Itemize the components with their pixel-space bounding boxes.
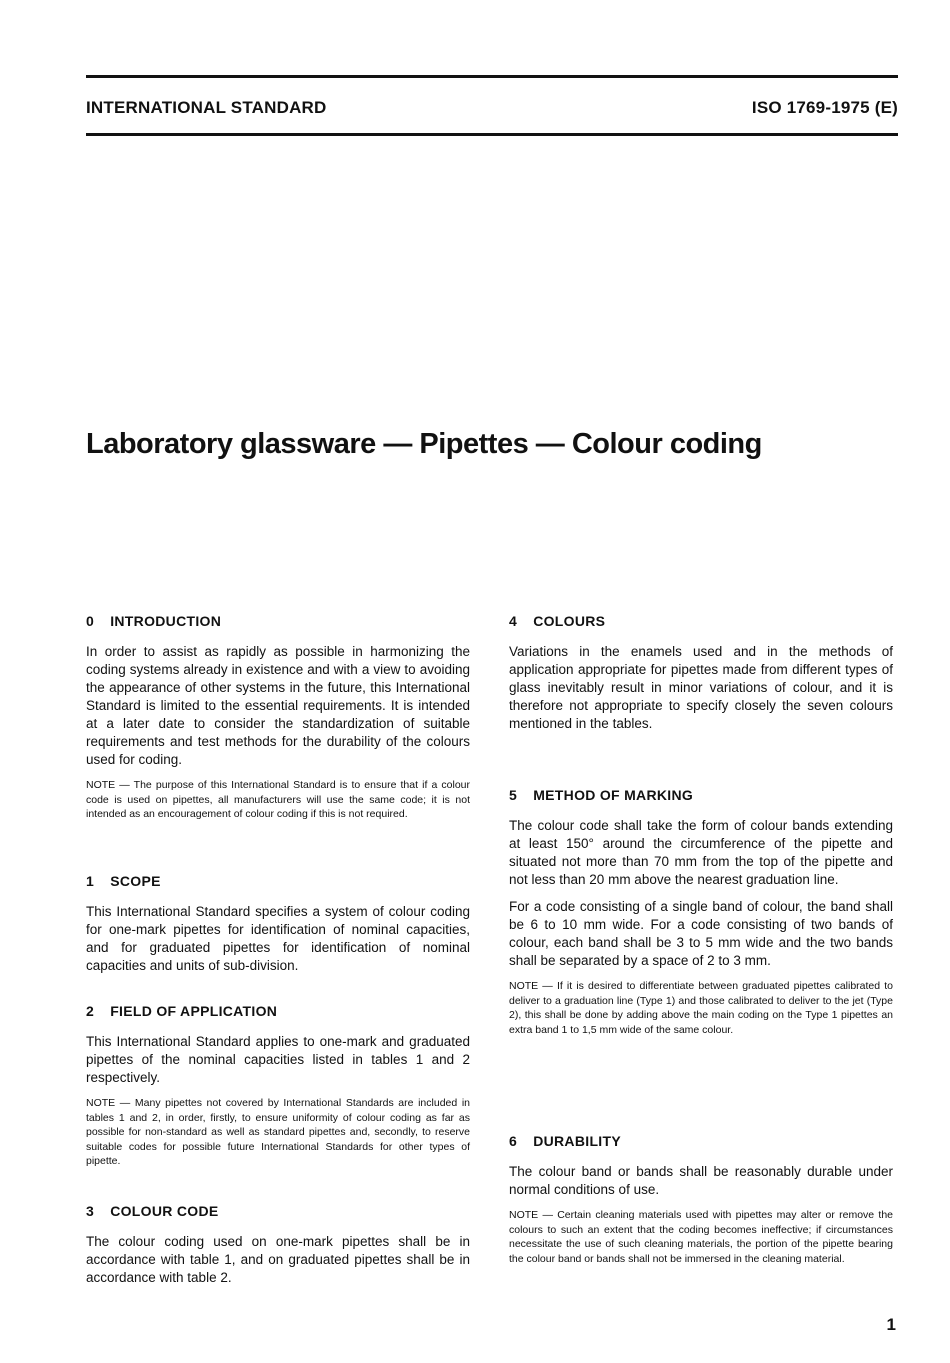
header-top-rule (86, 75, 898, 78)
section-body: Variations in the enamels used and in the methods of application appropriate for pipettes made from different types of glass inevitably result in minor variations of colour, and it is therefore not appropriate to specify closely the seven colours mentioned in the tables. (509, 644, 893, 731)
section-body: The colour band or bands shall be reasonably durable under normal conditions of use. (509, 1164, 893, 1197)
section-heading: 2 FIELD OF APPLICATION (86, 1003, 278, 1019)
section-colour-code (86, 1203, 470, 1296)
section-durability (509, 1133, 893, 1266)
section-body: For a code consisting of a single band of colour, the band shall be 6 to 10 mm wide. For a code consisting of two bands of colour, each band shall be 3 to 5 mm wide and the two bands shall be separated by a space of 2 to 3 mm. (509, 899, 893, 968)
document-type-label: INTERNATIONAL STANDARD (86, 98, 327, 117)
section-body: In order to assist as rapidly as possible in harmonizing the coding systems already in existence and with a view to avoiding the appearance of other systems in the future, this International Standard is limited to the essential requirements. It is intended at a later date to consider the standardization of suitable requirements and test methods for the durability of the colours used for coding. (86, 644, 470, 767)
section-colours (509, 613, 893, 742)
section-body: The colour code shall take the form of colour bands extending at least 150° around the circumference of the pipette and situated not more than 70 mm from the top of the pipette and not less than 20 mm above the nearest graduation line. (509, 818, 893, 887)
section-heading: 3 COLOUR CODE (86, 1203, 219, 1219)
section-introduction (86, 613, 470, 822)
section-body: This International Standard applies to one-mark and graduated pipettes of the nominal capacities listed in tables 1 and 2 respectively. (86, 1034, 470, 1085)
section-heading: 1 SCOPE (86, 873, 161, 889)
section-method-of-marking (509, 787, 893, 1037)
standard-number-label: ISO 1769-1975 (E) (751, 98, 898, 117)
section-heading: 6 DURABILITY (509, 1133, 621, 1149)
header-bottom-rule (86, 133, 898, 136)
section-body: The colour coding used on one-mark pipettes shall be in accordance with table 1, and on graduated pipettes shall be in accordance with table 2. (86, 1234, 470, 1285)
section-note: NOTE — Certain cleaning materials used with pipettes may alter or remove the colours to such an extent that the coding becomes ineffective; if circumstances necessitate the use of such cleaning materials, the portion of the pipette bearing the colour band or bands shall not be immersed in the cleaning material. (509, 1209, 893, 1265)
section-note: NOTE — If it is desired to differentiate between graduated pipettes calibrated to deliver to a graduation line (Type 1) and those calibrated to deliver to the jet (Type 2), this shall be done by adding above the main coding on the Type 1 pipettes an extra band 1 to 1,5 mm wide of the same colour. (509, 980, 893, 1036)
page-number: 1 (886, 1315, 896, 1334)
section-note: NOTE — The purpose of this International Standard is to ensure that if a colour code is used on pipettes, all manufacturers will use the same code; it is not intended as an encouragement of colour coding if this is not required. (86, 779, 470, 820)
section-body: This International Standard specifies a system of colour coding for one-mark pipettes for identification of nominal capacities, and for graduated pipettes for identification of nominal capacities and units of sub-division. (86, 904, 470, 973)
section-scope (86, 873, 470, 984)
section-heading: 4 COLOURS (509, 613, 606, 629)
section-heading: 5 METHOD OF MARKING (509, 787, 694, 803)
section-heading: 0 INTRODUCTION (86, 613, 222, 629)
section-note: NOTE — Many pipettes not covered by International Standards are included in tables 1 and 2, in order, firstly, to ensure uniformity of colour coding as far as possible for non-standard as well as standard pipettes and, secondly, to reserve suitable codes for possible future International Standards for other types of pipette. (86, 1097, 470, 1167)
document-title: Laboratory glassware — Pipettes — Colour coding (86, 428, 762, 460)
section-field-of-application (86, 1003, 470, 1169)
